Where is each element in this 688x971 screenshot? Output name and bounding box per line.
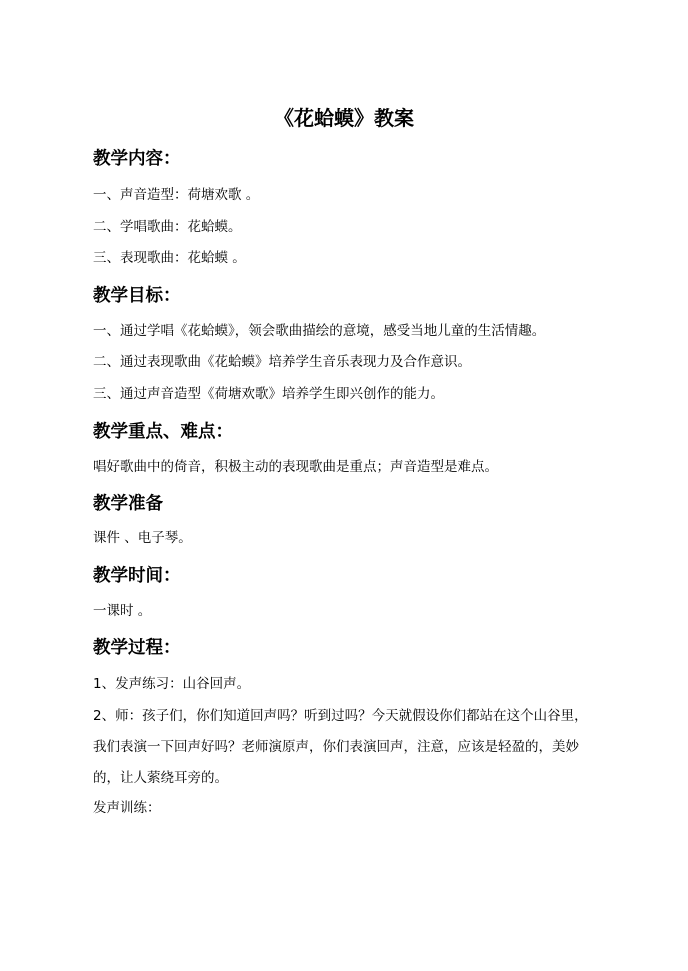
- process-line-3: 我们表演一下回声好吗？老师演原声，你们表演回声，注意，应该是轻盈的，美妙: [93, 739, 579, 755]
- process-line-2: 2、师：孩子们，你们知道回声吗？听到过吗？今天就假设你们都站在这个山谷里，: [93, 708, 588, 724]
- process-line-4: 的，让人萦绕耳旁的。: [93, 770, 228, 786]
- content-item-2: 二、学唱歌曲：花蛤蟆。: [93, 219, 242, 235]
- time-text: 一课时 。: [93, 603, 152, 619]
- heading-teaching-time: 教学时间：: [93, 566, 181, 586]
- content-item-3: 三、表现歌曲：花蛤蟆 。: [93, 250, 246, 266]
- heading-preparation: 教学准备: [93, 494, 163, 514]
- heading-teaching-content: 教学内容：: [93, 149, 181, 169]
- heading-teaching-goals: 教学目标：: [93, 286, 181, 306]
- heading-teaching-process: 教学过程：: [93, 638, 181, 658]
- key-points-text: 唱好歌曲中的倚音，积极主动的表现歌曲是重点；声音造型是难点。: [93, 459, 498, 475]
- content-item-1: 一、声音造型：荷塘欢歌 。: [93, 187, 260, 203]
- process-line-5: 发声训练：: [93, 800, 161, 816]
- heading-key-points: 教学重点、难点：: [93, 422, 233, 442]
- goal-item-2: 二、通过表现歌曲《花蛤蟆》培养学生音乐表现力及合作意识。: [93, 354, 471, 370]
- process-line-1: 1、发声练习：山谷回声。: [93, 676, 251, 692]
- goal-item-3: 三、通过声音造型《荷塘欢歌》培养学生即兴创作的能力。: [93, 386, 444, 402]
- preparation-text: 课件 、电子琴。: [93, 530, 192, 546]
- goal-item-1: 一、通过学唱《花蛤蟆》，领会歌曲描绘的意境，感受当地儿童的生活情趣。: [93, 323, 546, 339]
- document-title: 《花蛤蟆》教案: [274, 106, 414, 130]
